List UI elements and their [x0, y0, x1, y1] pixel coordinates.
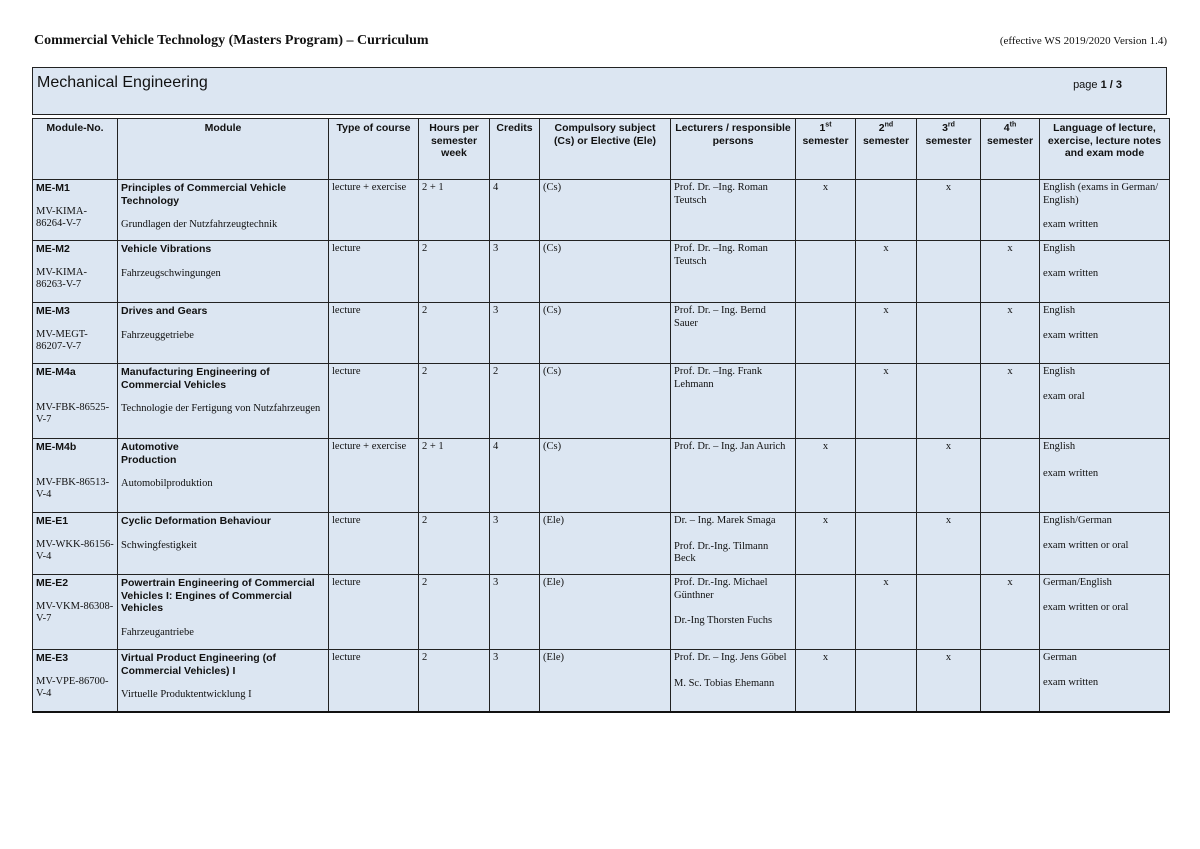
type-cell: lecture — [329, 513, 419, 575]
credits-cell: 3 — [490, 513, 540, 575]
module-no-cell: ME-M3 MV-MEGT-86207-V-7 — [33, 303, 118, 364]
semester-1-mark: x — [796, 180, 856, 241]
type-cell: lecture — [329, 575, 419, 650]
module-cell: Principles of Commercial Vehicle Technology Grundlagen der Nutzfahrzeugtechnik — [118, 180, 329, 241]
language-cell: German exam written — [1040, 650, 1170, 712]
language-cell: English exam written — [1040, 303, 1170, 364]
compulsory-cell: (Cs) — [540, 303, 671, 364]
compulsory-cell: (Cs) — [540, 364, 671, 439]
language-cell: English (exams in German/ English) exam written — [1040, 180, 1170, 241]
semester-2-mark — [856, 650, 917, 712]
language-cell: English exam written — [1040, 241, 1170, 303]
module-cell: Manufacturing Engineering of Commercial Vehicles Technologie der Fertigung von Nutzfahrzeugen — [118, 364, 329, 439]
semester-2-mark: x — [856, 241, 917, 303]
header-compulsory: Compulsory subject (Cs) or Elective (Ele) — [540, 119, 671, 180]
semester-4-mark: x — [981, 241, 1040, 303]
module-cell: Automotive Production Automobilproduktion — [118, 439, 329, 513]
table-row — [33, 364, 1170, 439]
credits-cell: 4 — [490, 439, 540, 513]
semester-4-mark: x — [981, 303, 1040, 364]
hours-cell: 2 + 1 — [419, 180, 490, 241]
document-version: (effective WS 2019/2020 Version 1.4) — [999, 35, 1167, 47]
credits-cell: 3 — [490, 575, 540, 650]
curriculum-table — [32, 118, 1170, 713]
module-cell: Cyclic Deformation Behaviour Schwingfestigkeit — [118, 513, 329, 575]
module-no-cell: ME-E1 MV-WKK-86156-V-4 — [33, 513, 118, 575]
module-cell: Vehicle Vibrations Fahrzeugschwingungen — [118, 241, 329, 303]
type-cell: lecture — [329, 241, 419, 303]
semester-4-mark — [981, 650, 1040, 712]
lecturers-cell: Prof. Dr. – Ing. Bernd Sauer — [671, 303, 796, 364]
credits-cell: 3 — [490, 303, 540, 364]
semester-3-mark — [917, 303, 981, 364]
module-no-cell: ME-E2 MV-VKM-86308-V-7 — [33, 575, 118, 650]
type-cell: lecture + exercise — [329, 180, 419, 241]
semester-1-mark: x — [796, 513, 856, 575]
header-semester-3: 3rd semester — [917, 119, 981, 180]
header-semester-2: 2nd semester — [856, 119, 917, 180]
header-type: Type of course — [329, 119, 419, 180]
lecturers-cell: Prof. Dr. –Ing. Frank Lehmann — [671, 364, 796, 439]
header-semester-1: 1st semester — [796, 119, 856, 180]
module-cell: Drives and Gears Fahrzeuggetriebe — [118, 303, 329, 364]
module-no-cell: ME-M4b MV-FBK-86513-V-4 — [33, 439, 118, 513]
hours-cell: 2 — [419, 650, 490, 712]
semester-2-mark: x — [856, 303, 917, 364]
credits-cell: 3 — [490, 241, 540, 303]
semester-3-mark — [917, 575, 981, 650]
header-lecturers: Lecturers / responsible persons — [671, 119, 796, 180]
semester-2-mark: x — [856, 575, 917, 650]
table-row — [33, 513, 1170, 575]
language-cell: English exam written — [1040, 439, 1170, 513]
header-semester-4: 4th semester — [981, 119, 1040, 180]
compulsory-cell: (Ele) — [540, 650, 671, 712]
header-credits: Credits — [490, 119, 540, 180]
semester-2-mark: x — [856, 364, 917, 439]
module-no-cell: ME-M4a MV-FBK-86525-V-7 — [33, 364, 118, 439]
type-cell: lecture — [329, 650, 419, 712]
table-header-row — [33, 119, 1170, 180]
lecturers-cell: Prof. Dr. – Ing. Jens Göbel M. Sc. Tobias Ehemann — [671, 650, 796, 712]
document-title: Commercial Vehicle Technology (Masters Program) – Curriculum — [34, 33, 429, 48]
header-module-no: Module-No. — [33, 119, 118, 180]
semester-4-mark — [981, 439, 1040, 513]
semester-2-mark — [856, 180, 917, 241]
hours-cell: 2 — [419, 241, 490, 303]
module-no-cell: ME-M1 MV-KIMA-86264-V-7 — [33, 180, 118, 241]
table-row — [33, 575, 1170, 650]
semester-1-mark — [796, 241, 856, 303]
semester-2-mark — [856, 439, 917, 513]
hours-cell: 2 — [419, 364, 490, 439]
table-row — [33, 303, 1170, 364]
module-cell: Powertrain Engineering of Commercial Vehicles I: Engines of Commercial Vehicles Fahrzeugantriebe — [118, 575, 329, 650]
language-cell: English/German exam written or oral — [1040, 513, 1170, 575]
compulsory-cell: (Ele) — [540, 575, 671, 650]
compulsory-cell: (Cs) — [540, 439, 671, 513]
compulsory-cell: (Ele) — [540, 513, 671, 575]
lecturers-cell: Prof. Dr. –Ing. Roman Teutsch — [671, 180, 796, 241]
semester-3-mark: x — [917, 650, 981, 712]
module-no-cell: ME-E3 MV-VPE-86700-V-4 — [33, 650, 118, 712]
compulsory-cell: (Cs) — [540, 180, 671, 241]
header-module: Module — [118, 119, 329, 180]
page-value: 1 / 3 — [1100, 79, 1122, 91]
semester-3-mark: x — [917, 439, 981, 513]
semester-2-mark — [856, 513, 917, 575]
lecturers-cell: Dr. – Ing. Marek Smaga Prof. Dr.-Ing. Tilmann Beck — [671, 513, 796, 575]
semester-3-mark: x — [917, 180, 981, 241]
hours-cell: 2 + 1 — [419, 439, 490, 513]
semester-4-mark — [981, 180, 1040, 241]
language-cell: German/English exam written or oral — [1040, 575, 1170, 650]
module-no-cell: ME-M2 MV-KIMA-86263-V-7 — [33, 241, 118, 303]
type-cell: lecture + exercise — [329, 439, 419, 513]
credits-cell: 2 — [490, 364, 540, 439]
semester-1-mark — [796, 575, 856, 650]
compulsory-cell: (Cs) — [540, 241, 671, 303]
semester-3-mark — [917, 241, 981, 303]
semester-1-mark — [796, 364, 856, 439]
semester-3-mark — [917, 364, 981, 439]
semester-1-mark: x — [796, 439, 856, 513]
language-cell: English exam oral — [1040, 364, 1170, 439]
page-prefix: page — [1073, 79, 1101, 91]
module-cell: Virtual Product Engineering (of Commercial Vehicles) I Virtuelle Produktentwicklung I — [118, 650, 329, 712]
hours-cell: 2 — [419, 513, 490, 575]
page-number — [1073, 79, 1122, 91]
type-cell: lecture — [329, 364, 419, 439]
type-cell: lecture — [329, 303, 419, 364]
table-row — [33, 180, 1170, 241]
lecturers-cell: Prof. Dr. –Ing. Roman Teutsch — [671, 241, 796, 303]
credits-cell: 3 — [490, 650, 540, 712]
hours-cell: 2 — [419, 575, 490, 650]
semester-4-mark: x — [981, 364, 1040, 439]
section-title: Mechanical Engineering — [37, 74, 208, 91]
table-row — [33, 241, 1170, 303]
section-header — [32, 67, 1167, 115]
semester-1-mark: x — [796, 650, 856, 712]
lecturers-cell: Prof. Dr. – Ing. Jan Aurich — [671, 439, 796, 513]
semester-1-mark — [796, 303, 856, 364]
semester-4-mark: x — [981, 575, 1040, 650]
header-hours: Hours per semester week — [419, 119, 490, 180]
semester-3-mark: x — [917, 513, 981, 575]
semester-4-mark — [981, 513, 1040, 575]
lecturers-cell: Prof. Dr.-Ing. Michael Günthner Dr.-Ing Thorsten Fuchs — [671, 575, 796, 650]
table-row — [33, 439, 1170, 513]
header-language: Language of lecture, exercise, lecture notes and exam mode — [1040, 119, 1170, 180]
credits-cell: 4 — [490, 180, 540, 241]
hours-cell: 2 — [419, 303, 490, 364]
table-row — [33, 650, 1170, 712]
